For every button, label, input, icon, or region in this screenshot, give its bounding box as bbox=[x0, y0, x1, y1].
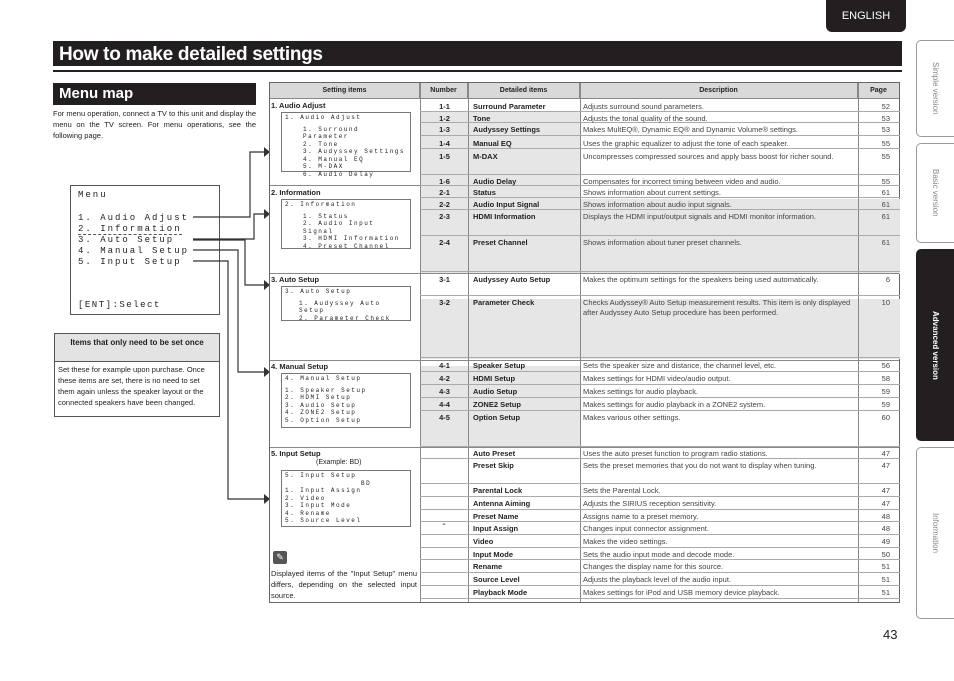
col-header: Number bbox=[420, 83, 468, 99]
row-page: 48 bbox=[881, 512, 890, 521]
row-page: 58 bbox=[881, 374, 890, 383]
row-item: Input Assign bbox=[473, 524, 519, 533]
row-desc: Sets the audio input mode and decode mode. bbox=[583, 550, 735, 559]
row-item: Parental Lock bbox=[473, 486, 523, 495]
table-row bbox=[420, 411, 900, 447]
row-item: Surround Parameter bbox=[473, 102, 546, 111]
side-tab-label: Basic version bbox=[931, 169, 940, 217]
row-page: 52 bbox=[881, 102, 890, 111]
table-row bbox=[420, 175, 900, 186]
row-item: Preset Channel bbox=[473, 238, 528, 247]
row-page: 6 bbox=[885, 275, 890, 284]
row-num: 4-3 bbox=[439, 387, 450, 396]
row-page: 50 bbox=[881, 550, 890, 559]
row-desc: Uncompresses compressed sources and apply bass boost for richer sound. bbox=[583, 152, 834, 161]
row-desc: Shows information about tuner preset channels. bbox=[583, 238, 742, 247]
table-row bbox=[420, 372, 900, 385]
row-item: Audyssey Settings bbox=[473, 125, 541, 134]
row-desc: Makes settings for iPod and USB memory device playback. bbox=[583, 588, 780, 597]
group-label: 3. Auto Setup bbox=[271, 275, 320, 284]
row-page: 53 bbox=[881, 114, 890, 123]
col-header: Page bbox=[858, 83, 899, 99]
mini-item: 1. Speaker Setup bbox=[285, 386, 367, 394]
row-page: 51 bbox=[881, 575, 890, 584]
row-page: 61 bbox=[881, 200, 890, 209]
group-label: 1. Audio Adjust bbox=[271, 101, 326, 110]
row-num: 1-5 bbox=[439, 152, 450, 161]
row-num: 2-2 bbox=[439, 200, 450, 209]
table-row bbox=[420, 398, 900, 411]
mini-item: 6. Audio Delay bbox=[303, 170, 375, 178]
row-item: Auto Preset bbox=[473, 449, 516, 458]
menu-table bbox=[269, 82, 900, 603]
mini-item: 3. Audio Setup bbox=[285, 401, 357, 409]
col-header: Detailed items bbox=[468, 83, 580, 99]
row-item: Manual EQ bbox=[473, 139, 512, 148]
row-desc: Makes settings for audio playback. bbox=[583, 387, 699, 396]
mini-menu bbox=[281, 286, 411, 321]
row-num: 4-2 bbox=[439, 374, 450, 383]
row-num: 1-2 bbox=[439, 114, 450, 123]
row-page: 60 bbox=[881, 413, 890, 422]
row-item: Audyssey Auto Setup bbox=[473, 275, 551, 284]
connector-arrows bbox=[190, 140, 270, 510]
row-item: Preset Name bbox=[473, 512, 519, 521]
mini-menu bbox=[281, 112, 411, 178]
table-row bbox=[420, 560, 900, 573]
row-desc: Uses the auto preset function to program radio stations. bbox=[583, 449, 768, 458]
table-row bbox=[420, 522, 900, 535]
row-desc: Makes settings for audio playback in a ZONE2 system. bbox=[583, 400, 766, 409]
row-item: ZONE2 Setup bbox=[473, 400, 521, 409]
table-row bbox=[420, 150, 900, 175]
row-page: 53 bbox=[881, 125, 890, 134]
mini-source: BD bbox=[361, 479, 372, 487]
menu-item: 3. Auto Setup bbox=[78, 235, 175, 245]
mini-item: 2. Audio Input Signal bbox=[303, 220, 375, 235]
row-desc: Changes the display name for this source. bbox=[583, 562, 724, 571]
table-row bbox=[420, 510, 900, 522]
row-desc: Changes input connector assignment. bbox=[583, 524, 709, 533]
menu-item: 4. Manual Setup bbox=[78, 246, 190, 256]
row-page: 10 bbox=[881, 298, 890, 307]
mini-title: 2. Information bbox=[285, 201, 357, 208]
table-row bbox=[420, 573, 900, 586]
row-page: 47 bbox=[881, 461, 890, 470]
once-items-body: Set these for example upon purchase. Once these items are set, there is no need to set them again unless the speaker layout or the connected speakers have been changed. bbox=[58, 365, 205, 407]
row-desc: Displays the HDMI input/output signals and HDMI monitor information. bbox=[583, 212, 817, 221]
side-tab-label: Information bbox=[931, 512, 940, 554]
mini-item: 1. Surround Parameter bbox=[303, 125, 360, 140]
col-header: Description bbox=[580, 83, 858, 99]
row-page: 59 bbox=[881, 387, 890, 396]
menu-item: 1. Audio Adjust bbox=[78, 213, 190, 223]
row-page: 47 bbox=[881, 486, 890, 495]
mini-item: 4. ZONE2 Setup bbox=[285, 409, 357, 416]
row-desc: Uses the graphic equalizer to adjust the tone of each speaker. bbox=[583, 139, 789, 148]
row-desc: Makes settings for HDMI video/audio output. bbox=[583, 374, 731, 383]
row-desc: Adjusts the playback level of the audio input. bbox=[583, 575, 732, 584]
table-row bbox=[420, 273, 900, 296]
section-heading: Menu map bbox=[53, 83, 256, 105]
row-num: 4-1 bbox=[439, 361, 450, 370]
group-label: 2. Information bbox=[271, 188, 321, 197]
row-desc: Adjusts the SIRIUS reception sensitivity. bbox=[583, 499, 717, 508]
table-row bbox=[420, 359, 900, 372]
mini-menu bbox=[281, 373, 411, 428]
row-desc: Adjusts surround sound parameters. bbox=[583, 102, 704, 111]
row-desc: Checks Audyssey® Auto Setup measurement results. This item is only displayed after Audyssey Auto Setup procedure has been performed. bbox=[583, 298, 851, 317]
table-row bbox=[420, 112, 900, 123]
row-page: 55 bbox=[881, 177, 890, 186]
row-desc: Sets the speaker size and distance, the channel level, etc. bbox=[583, 361, 777, 370]
title-rule bbox=[53, 70, 902, 72]
language-label: ENGLISH bbox=[841, 10, 891, 22]
table-row bbox=[420, 100, 900, 112]
language-tab bbox=[826, 0, 906, 32]
mini-menu bbox=[281, 470, 411, 527]
table-row bbox=[420, 236, 900, 272]
mini-item: 2. Parameter Check bbox=[299, 314, 391, 322]
mini-item: 3. HDMI Information bbox=[303, 235, 400, 242]
row-num: 2-1 bbox=[439, 188, 450, 197]
row-item: Video bbox=[473, 537, 494, 546]
table-row bbox=[420, 210, 900, 236]
mini-item: 4. Manual EQ bbox=[303, 155, 365, 163]
mini-item: 4. Preset Channel bbox=[303, 242, 390, 250]
table-row bbox=[420, 123, 900, 136]
row-item: Tone bbox=[473, 114, 491, 123]
row-page: 51 bbox=[881, 588, 890, 597]
row-item: Audio Delay bbox=[473, 177, 517, 186]
row-item: Preset Skip bbox=[473, 461, 514, 470]
side-tab-advanced[interactable] bbox=[916, 249, 954, 441]
row-item: Parameter Check bbox=[473, 298, 535, 307]
table-row bbox=[420, 497, 900, 510]
row-page: 61 bbox=[881, 188, 890, 197]
mini-item: 5. Option Setup bbox=[285, 416, 362, 424]
table-row bbox=[420, 198, 900, 210]
page-number: 43 bbox=[883, 627, 898, 642]
arrow-2 bbox=[193, 214, 264, 239]
mini-item: 2. Tone bbox=[303, 140, 339, 148]
menu-footer: [ENT]:Select bbox=[78, 300, 161, 310]
col-header: Setting items bbox=[270, 83, 420, 99]
row-num: 3-1 bbox=[439, 275, 450, 284]
menu-item: 5. Input Setup bbox=[78, 257, 182, 267]
row-num: 1-6 bbox=[439, 177, 450, 186]
row-item: Option Setup bbox=[473, 413, 521, 422]
row-desc: Makes the video settings. bbox=[583, 537, 668, 546]
row-item: M-DAX bbox=[473, 152, 498, 161]
mini-item: 3. Input Mode bbox=[285, 502, 352, 509]
row-item: Rename bbox=[473, 562, 503, 571]
row-item: Speaker Setup bbox=[473, 361, 526, 370]
row-num: 2-3 bbox=[439, 212, 450, 221]
row-item: Source Level bbox=[473, 575, 520, 584]
table-row bbox=[420, 447, 900, 459]
table-row bbox=[420, 296, 900, 358]
menu-title: Menu bbox=[78, 190, 108, 200]
side-tab-basic[interactable] bbox=[916, 143, 954, 243]
example-label: (Example: BD) bbox=[316, 459, 362, 466]
row-page: 47 bbox=[881, 449, 890, 458]
row-page: 47 bbox=[881, 499, 890, 508]
arrow-1 bbox=[193, 152, 264, 217]
row-page: 55 bbox=[881, 152, 890, 161]
row-desc: Shows information about current settings. bbox=[583, 188, 721, 197]
row-desc: Shows information about audio input signals. bbox=[583, 200, 732, 209]
row-page: 56 bbox=[881, 361, 890, 370]
mini-title: 3. Auto Setup bbox=[285, 288, 352, 295]
mini-title: 5. Input Setup bbox=[285, 472, 357, 479]
table-row bbox=[420, 385, 900, 398]
row-desc: Sets the Parental Lock. bbox=[583, 486, 661, 495]
mini-menu bbox=[281, 199, 411, 249]
row-desc: Makes the optimum settings for the speakers being used automatically. bbox=[583, 275, 819, 284]
table-row bbox=[420, 535, 900, 548]
row-item: Audio Setup bbox=[473, 387, 518, 396]
table-row bbox=[420, 484, 900, 497]
side-tab-label: Simple version bbox=[931, 62, 940, 115]
mini-title: 1. Audio Adjust bbox=[285, 114, 362, 121]
row-num: 2-4 bbox=[439, 238, 450, 247]
row-page: 49 bbox=[881, 537, 890, 546]
row-item: Antenna Aiming bbox=[473, 499, 531, 508]
row-num: 1-1 bbox=[439, 102, 450, 111]
once-items-title: Items that only need to be set once bbox=[55, 334, 219, 362]
row-desc: Assigns name to a preset memory. bbox=[583, 512, 699, 521]
page-title: How to make detailed settings bbox=[59, 44, 323, 65]
side-tab-label: Advanced version bbox=[931, 310, 940, 380]
input-setup-note: Displayed items of the "Input Setup" menu differs, depending on the selected input source. bbox=[271, 569, 417, 600]
mini-item: 2. HDMI Setup bbox=[285, 394, 352, 401]
table-row bbox=[420, 137, 900, 149]
arrow-5 bbox=[193, 261, 264, 499]
row-desc: Adjusts the tonal quality of the sound. bbox=[583, 114, 708, 123]
row-num: 3-2 bbox=[439, 298, 450, 307]
row-page: 48 bbox=[881, 524, 890, 533]
mini-item: 3. Audyssey Settings bbox=[303, 148, 406, 155]
row-item: Input Mode bbox=[473, 550, 513, 559]
row-item: Audio Input Signal bbox=[473, 200, 540, 209]
row-desc: Compensates for incorrect timing between video and audio. bbox=[583, 177, 781, 186]
table-row bbox=[420, 186, 900, 198]
intro-text: For menu operation, connect a TV to this unit and display the menu on the TV screen. For menu operations, see the following page. bbox=[53, 109, 256, 140]
input-setup-number: - bbox=[442, 519, 446, 530]
row-item: Playback Mode bbox=[473, 588, 528, 597]
row-desc: Makes MultEQ®, Dynamic EQ® and Dynamic Volume® settings. bbox=[583, 125, 798, 134]
row-desc: Sets the preset memories that you do not want to display when tuning. bbox=[583, 461, 817, 470]
row-num: 1-3 bbox=[439, 125, 450, 134]
row-desc: Makes various other settings. bbox=[583, 413, 681, 422]
row-page: 61 bbox=[881, 212, 890, 221]
row-item: Status bbox=[473, 188, 496, 197]
mini-item: 1. Input Assign bbox=[285, 487, 362, 494]
mini-title: 4. Manual Setup bbox=[285, 375, 362, 382]
side-tab-information[interactable] bbox=[916, 447, 954, 619]
mini-item: 1. Status bbox=[303, 212, 349, 220]
row-item: HDMI Information bbox=[473, 212, 536, 221]
row-page: 51 bbox=[881, 562, 890, 571]
table-row bbox=[420, 548, 900, 560]
row-num: 1-4 bbox=[439, 139, 450, 148]
table-row bbox=[420, 586, 900, 599]
group-label: 4. Manual Setup bbox=[271, 362, 329, 371]
page-title-bar bbox=[53, 41, 902, 69]
table-row bbox=[420, 459, 900, 484]
mini-item: 5. Source Level bbox=[285, 517, 362, 524]
row-num: 4-5 bbox=[439, 413, 450, 422]
mini-item: 2. Video bbox=[285, 494, 326, 502]
row-item: HDMI Setup bbox=[473, 374, 516, 383]
menu-item: 2. Information bbox=[78, 224, 182, 234]
row-page: 55 bbox=[881, 139, 890, 148]
mini-item: 4. Rename bbox=[285, 509, 331, 517]
side-tab-simple[interactable] bbox=[916, 40, 954, 137]
row-page: 61 bbox=[881, 238, 890, 247]
mini-item: 1. Audyssey Auto Setup bbox=[299, 299, 381, 314]
group-label: 5. Input Setup bbox=[271, 449, 321, 458]
note-icon: ✎ bbox=[273, 551, 287, 564]
row-num: 4-4 bbox=[439, 400, 450, 409]
row-page: 59 bbox=[881, 400, 890, 409]
mini-item: 5. M-DAX bbox=[303, 163, 344, 170]
